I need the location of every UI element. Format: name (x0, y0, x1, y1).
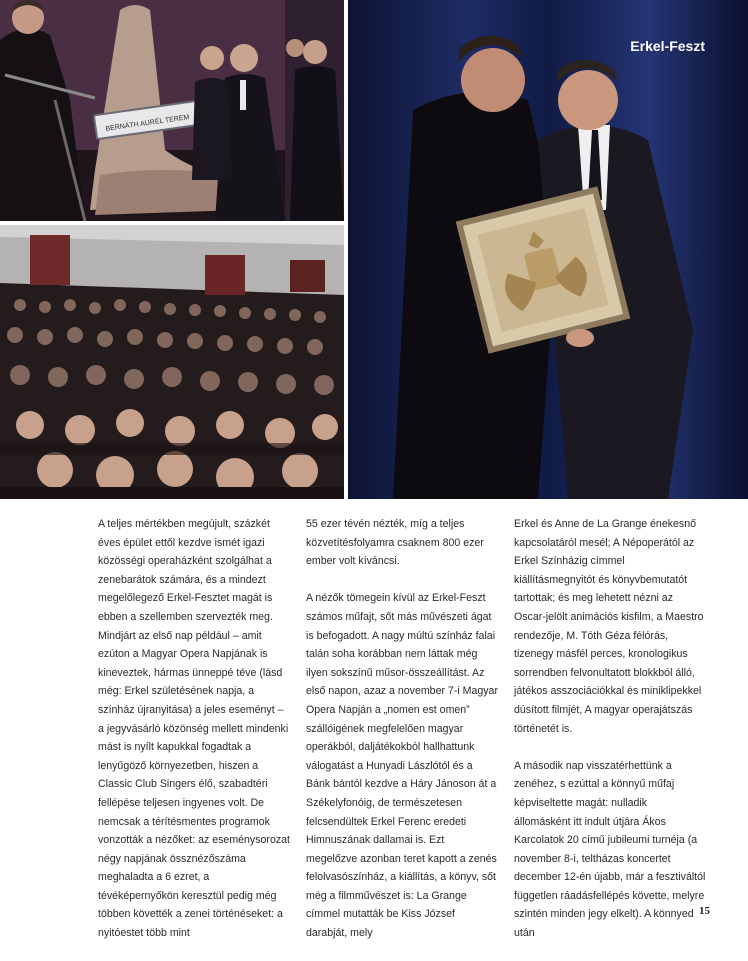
photo-award-handover (348, 0, 748, 499)
article-column-2 (306, 515, 498, 961)
paragraph: A teljes mértékben megújult, százkét éves épület ettől kezdve ismét igazi közösségi operaházként szolgálhat a zenebarátok számára, és a mindezt megelőlegező Erkel-Fesztet magát is ebben a szellemben szervezték meg. Mindjárt az első nap például – amit ezúton a Magyar Opera Napjának is kineveztek, hármas ünneppé téve (lásd még: Erkel születésének napja, a színház újranyitása) a jeles eseményt – a jegyvásárló közönség mellett mindenki mást is nyílt kapukkal fogadtak a lenyűgöző környezetben, hiszen a Classic Club Singers élő, szabadtéri fellépése teljesen ingyenes volt. De nemcsak a térítésmentes programok vonzották a nézőket: az eseménysorozat négy napjának össznézőszáma meghaladta a 6 ezret, a tévéképernyőkön keresztül pedig még többen követték a zenei történéseket: a nyitóestet több mint (98, 518, 290, 940)
article-column-3 (514, 515, 706, 961)
photo-unveiling (0, 0, 344, 221)
unveiling-illustration (0, 0, 344, 221)
award-illustration (348, 0, 748, 499)
article-column-1 (98, 515, 290, 961)
photo-audience (0, 225, 344, 499)
paragraph: A második nap visszatérhettünk a zenéhez, s ezúttal a könnyű műfaj képviseltette magát: nulladik állomásként itt indult útjára Ákos Karcolatok 20 című jubileumi turnéja (a november 8-i, teltházas koncertet december 12-én újabb, már a fesztiváltól független ráadásfellépés követte, melyre szintén minden jegy elkelt). A könnyed után (514, 759, 706, 940)
paragraph: 55 ezer tévén nézték, míg a teljes közvetítésfolyamra csaknem 800 ezer ember volt kíváncsi. (306, 518, 484, 568)
plaque-text: BERNÁTH AURÉL TEREM (105, 114, 190, 133)
paragraph: Erkel és Anne de La Grange énekesnő kapcsolatáról mesél; A Népoperától az Erkel Színházig címmel kiállításmegnyitót és könyvbemutatót tartottak; és meg lehetett nézni az Oscar-jelölt animációs kisfilm, a Maestro rendezője, M. Tóth Géza félórás, tizenegy másfél perces, kronologikus sorrendben felvonultatott blokkból álló, játékos asszociációkkal és miniklipekkel dúsított filmjét, A magyar operajátszás történetét is. (514, 518, 704, 735)
paragraph: A nézők tömegein kívül az Erkel-Feszt számos műfajt, sőt más művészeti ágat is befogadott. A nagy múltú színház falai talán soha korábban nem láttak még ilyen sokszínű műsor-összeállítást. Az első napon, azaz a november 7-i Magyar Opera Napján a „nomen est omen” szállóigének megfelelően magyar operákból, daljátékokból hallhattunk válogatást a Hunyadi Lászlótól és a Bánk bántól kezdve a Háry Jánoson át a Székelyfonóig, de természetesen felcsendültek Erkel Ferenc eredeti Himnuszának dallamai is. Ezt megelőzve azonban teret kapott a zenés felolvasószínház, a kiállítás, a könyv, sőt még a filmművészet is: La Grange címmel mutatták be Kiss József darabját, mely (306, 592, 498, 940)
photo-label: Erkel-Feszt (630, 38, 705, 54)
audience-illustration (0, 225, 344, 499)
page-number: 15 (699, 905, 710, 917)
